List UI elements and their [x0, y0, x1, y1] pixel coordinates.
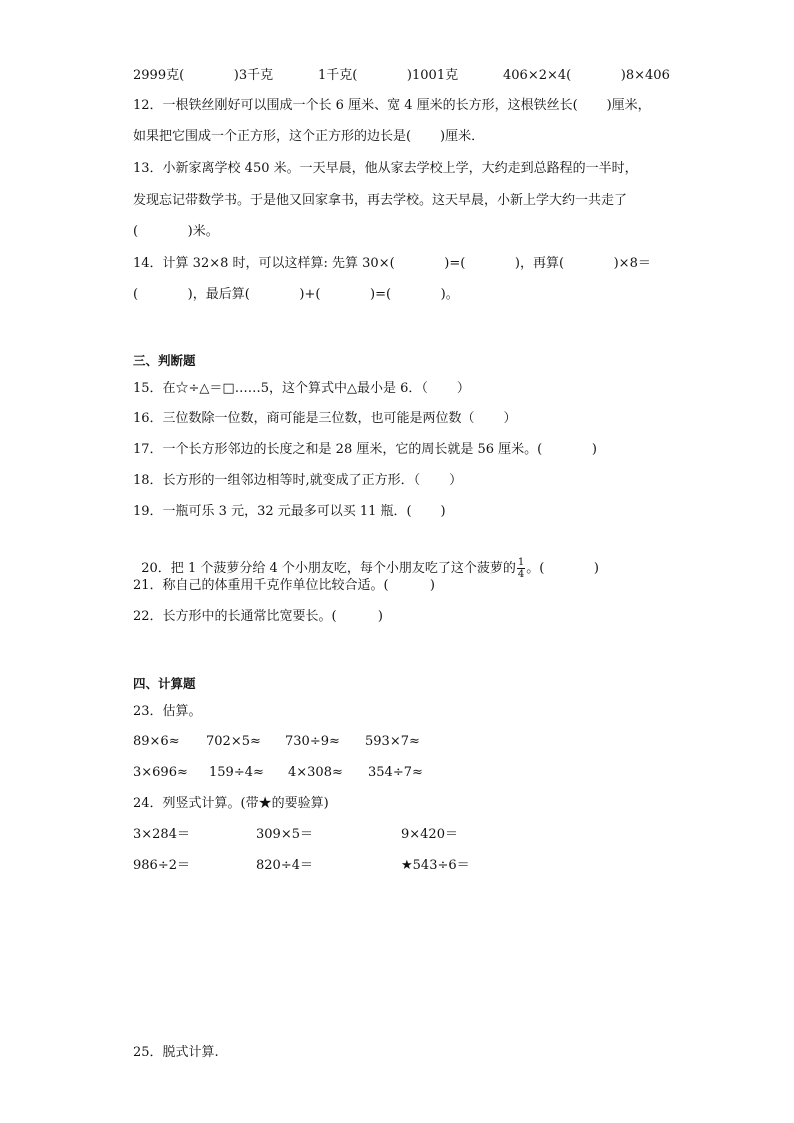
q17: 17．一个长方形邻边的长度之和是 28 厘米，它的周长就是 56 厘米。( ) [133, 442, 597, 457]
q23-item: 702×5≈ [206, 734, 261, 749]
section-3-title: 三、判断题 [133, 353, 196, 368]
q11-compare-2: 1千克( )1001克 [318, 68, 459, 83]
q23-item: 3×696≈ [133, 765, 188, 780]
q20-text: 20．把 1 个菠萝分给 4 个小朋友吃，每个小朋友吃了这个菠萝的 [141, 561, 516, 576]
q23-item: 354÷7≈ [368, 765, 423, 780]
q23: 23．估算。 [133, 704, 202, 719]
q24-item: 309×5＝ [256, 827, 313, 842]
q21: 21．称自己的体重用千克作单位比较合适。( ) [133, 578, 436, 593]
q23-item: 4×308≈ [288, 765, 343, 780]
q13-line-3: ( )米。 [133, 224, 219, 239]
q19: 19．一瓶可乐 3 元，32 元最多可以买 11 瓶．( ) [133, 504, 446, 519]
q23-item: 159÷4≈ [209, 765, 264, 780]
q12-line-2: 如果把它围成一个正方形，这个正方形的边长是( )厘米． [133, 129, 485, 144]
q13-line-1: 13．小新家离学校 450 米。一天早晨，他从家去学校上学，大约走到总路程的一半时， [133, 161, 638, 176]
section-4-title: 四、计算题 [133, 676, 196, 691]
q12-line-1: 12．一根铁丝刚好可以围成一个长 6 厘米、宽 4 厘米的长方形，这根铁丝长( )厘米， [133, 98, 651, 113]
q15: 15．在☆÷△＝□……5，这个算式中△最小是 6．（ ） [133, 381, 470, 396]
q20-fraction [517, 557, 525, 580]
q24-item: 820÷4＝ [256, 858, 313, 873]
q20-fraction-denominator: 4 [517, 569, 525, 580]
q20-fraction-numerator: 1 [517, 557, 525, 568]
q23-item: 593×7≈ [365, 734, 420, 749]
q24-item: 9×420＝ [401, 827, 458, 842]
q20 [133, 539, 599, 580]
q11-compare-1: 2999克( )3千克 [133, 68, 274, 83]
q13-line-2: 发现忘记带数学书。于是他又回家拿书，再去学校。这天早晨，小新上学大约一共走了 [133, 193, 628, 208]
q23-item: 89×6≈ [133, 734, 180, 749]
q22: 22．长方形中的长通常比宽要长。( ) [133, 609, 384, 624]
q24-item: 986÷2＝ [133, 858, 190, 873]
q24-item: ★543÷6＝ [401, 858, 470, 873]
q14-line-1: 14．计算 32×8 时，可以这样算: 先算 30×( )=( )，再算( )×8＝ [133, 256, 651, 271]
q24-item: 3×284＝ [133, 827, 190, 842]
q16: 16．三位数除一位数，商可能是三位数，也可能是两位数（ ） [133, 411, 517, 426]
q14-line-2: ( )，最后算( )+( )=( )。 [133, 287, 459, 302]
q25: 25．脱式计算. [133, 1045, 219, 1060]
q24: 24．列竖式计算。(带★的要验算) [133, 796, 329, 811]
q11-compare-3: 406×2×4( )8×406 [503, 68, 670, 83]
q18: 18．长方形的一组邻边相等时,就变成了正方形．（ ） [133, 473, 463, 488]
q23-item: 730÷9≈ [285, 734, 340, 749]
q20-answer: 。( ) [526, 561, 599, 576]
